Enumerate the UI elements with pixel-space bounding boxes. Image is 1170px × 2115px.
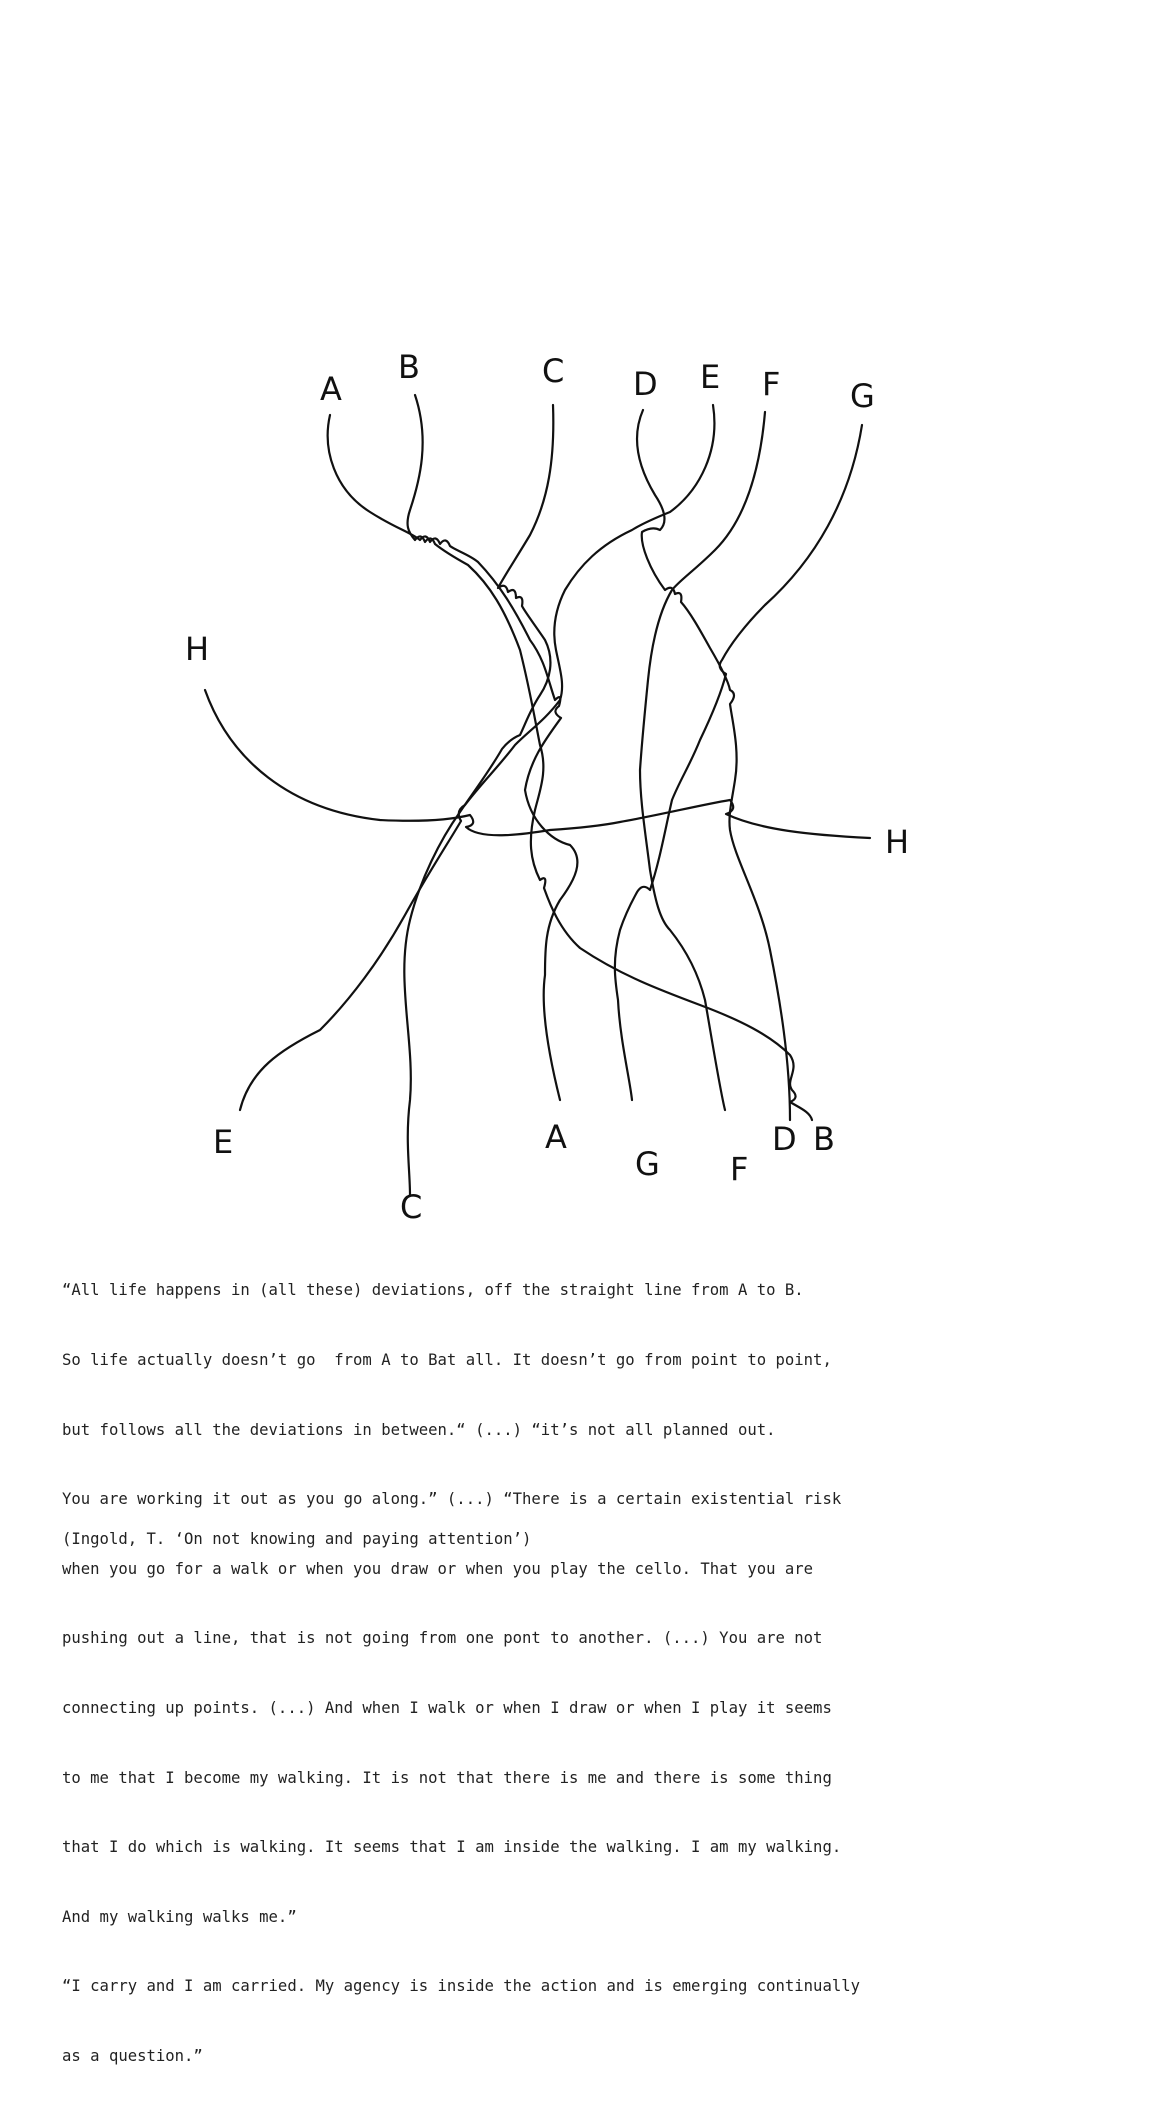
label-top-b: B: [398, 348, 420, 386]
line-g: [615, 425, 862, 1100]
quote-line: as a question.”: [62, 2046, 203, 2065]
quote-line: “I carry and I am carried. My agency is inside the action and is emerging continually: [62, 1977, 860, 1996]
quote-line: So life actually doesn’t go from A to Bat all. It doesn’t go from point to point,: [62, 1351, 832, 1369]
quote-line: that I do which is walking. It seems that I am inside the walking. I am my walking.: [62, 1838, 842, 1857]
label-bottom-b: B: [813, 1120, 835, 1158]
label-bottom-c: C: [400, 1188, 423, 1226]
meander-lines: [205, 395, 870, 1195]
quote-block: [62, 1233, 1142, 2115]
label-right-h: H: [885, 823, 910, 861]
label-bottom-e: E: [213, 1123, 234, 1161]
line-a: [328, 415, 578, 1100]
quote-line: connecting up points. (...) And when I walk or when I draw or when I play it seems: [62, 1698, 832, 1717]
quote-line: when you go for a walk or when you draw or when you play the cello. That you are: [62, 1559, 814, 1578]
quote-line: to me that I become my walking. It is not that there is me and there is some thing: [62, 1768, 832, 1787]
quote-line: but follows all the deviations in between.“ (...) “it’s not all planned out.: [62, 1420, 776, 1439]
quote-line: “All life happens in (all these) deviations, off the straight line from A to B.: [62, 1281, 804, 1300]
line-h: [205, 690, 870, 838]
label-bottom-d: D: [772, 1120, 797, 1158]
letter-labels: [185, 348, 909, 1226]
label-top-g: G: [850, 377, 875, 415]
quote-line: You are working it out as you go along.” (...) “There is a certain existential risk: [62, 1490, 842, 1509]
quote-line: pushing out a line, that is not going from one pont to another. (...) You are not: [62, 1629, 823, 1648]
label-top-d: D: [633, 365, 658, 403]
label-bottom-f: F: [730, 1150, 749, 1188]
label-bottom-a: A: [545, 1118, 567, 1156]
label-top-a: A: [320, 370, 342, 408]
label-top-f: F: [762, 365, 781, 403]
label-left-h: H: [185, 630, 210, 668]
citation: (Ingold, T. ‘On not knowing and paying attention’): [62, 1530, 532, 1548]
label-top-c: C: [542, 352, 565, 390]
line-c: [404, 405, 553, 1195]
line-b: [408, 395, 812, 1120]
line-e: [240, 405, 714, 1110]
quote-line: And my walking walks me.”: [62, 1907, 297, 1926]
label-top-e: E: [700, 358, 721, 396]
label-bottom-g: G: [635, 1145, 660, 1183]
